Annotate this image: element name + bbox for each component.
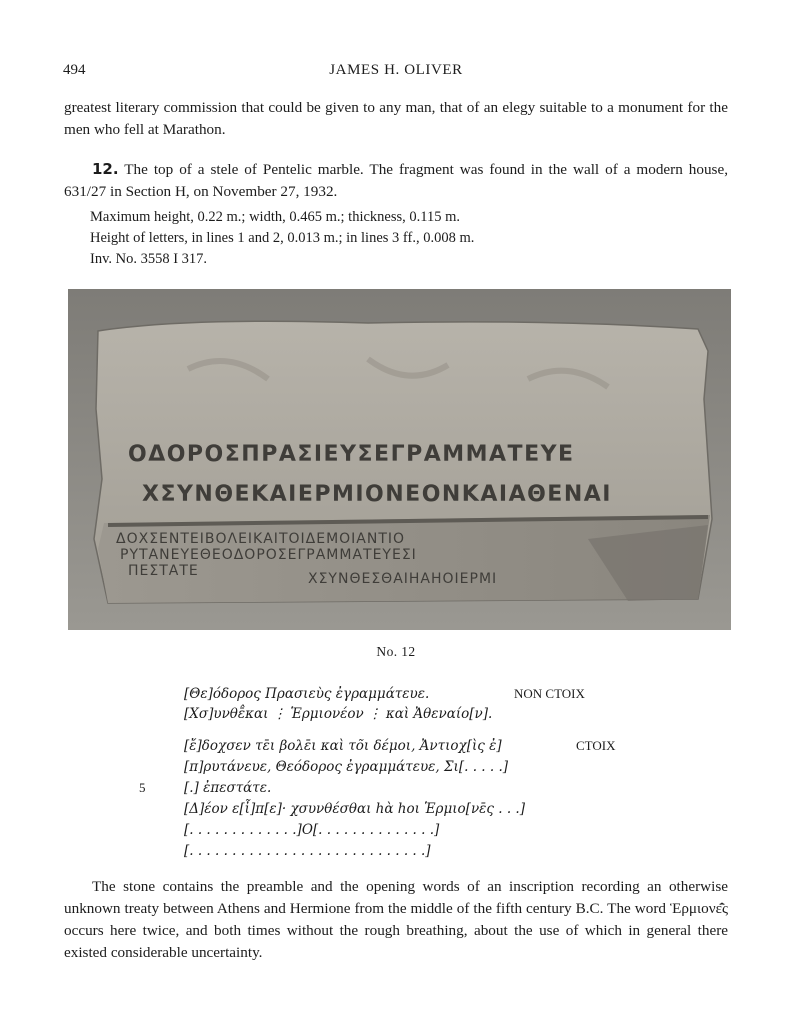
- spec-letter-height: Height of letters, in lines 1 and 2, 0.013 m.; in lines 3 ff., 0.008 m.: [90, 230, 475, 246]
- figure-caption: No. 12: [376, 644, 416, 659]
- label-stoichedon: CTOIX: [576, 738, 616, 753]
- stele-photograph: [68, 289, 731, 630]
- entry-paragraph: [64, 158, 728, 203]
- inscription-line-3: [ἔ]δοχσεν τε̄ι βολε̄ι καὶ τõι δέμοι, Ἀντιοχ[ὶς ἐ]: [184, 738, 502, 754]
- line-number-5: 5: [139, 780, 146, 795]
- inscription-line-8: [. . . . . . . . . . . . . . . . . . . . . . . . . . . .]: [184, 843, 431, 859]
- inscription-line-7: [. . . . . . . . . . . . .]Ο[. . . . . . . . . . . . . .]: [184, 822, 440, 838]
- intro-paragraph: greatest literary commission that could be given to any man, that of an elegy suitable to a monument for the men who fell at Marathon.: [64, 99, 728, 138]
- inscription-line-1: [Θε]όδορος Πρασιεὺς ἐγραμμάτευε.: [184, 686, 430, 702]
- label-non-stoichedon: NON CTOIX: [514, 686, 585, 701]
- stone-line-4: ΡΥΤΑΝΕΥΕΘΕΟΔΟΡΟΣΕΓΡΑΜΜΑΤΕΥΕΣΙ: [120, 547, 417, 563]
- stele-image: [68, 289, 731, 630]
- page-number: 494: [63, 62, 86, 78]
- spec-inventory: Inv. No. 3558 I 317.: [90, 251, 208, 267]
- stone-line-2: ΧΣΥΝΘΕΚΑΙΕΡΜΙΟΝΕΟΝΚΑΙΑΘΕΝΑΙ: [142, 482, 612, 507]
- entry-number: 12.: [92, 160, 119, 178]
- inscription-line-2: [Χσ]υνθε̄̂και ⋮ Ἑρμιονέον ⋮ καὶ Ἀθεναίο[ν].: [184, 706, 493, 722]
- entry-description: The top of a stele of Pentelic marble. The fragment was found in the wall of a modern house, 631/27 in Section H, on November 27, 1932.: [64, 161, 728, 200]
- stone-line-6: ΧΣΥΝΘΕΣΘΑΙΗΑΗΟΙΕΡΜΙ: [308, 571, 498, 587]
- spec-dimensions: Maximum height, 0.22 m.; width, 0.465 m.; thickness, 0.115 m.: [90, 209, 461, 225]
- running-head: JAMES H. OLIVER: [329, 62, 463, 78]
- inscription-line-6: [Δ]έον ε[ἶ]π[ε]· χσυνθέσθαι hὰ hοι Ἑρμιο[νε̄ς . . .]: [184, 801, 525, 817]
- inscription-line-4: [π]ρυτάνευε, Θεόδορος ἐγραμμάτευε, Σι[. . . . .]: [184, 759, 508, 775]
- stone-line-1: ΟΔΟΡΟΣΠΡΑΣΙΕΥΣΕΓΡΑΜΜΑΤΕΥΕ: [128, 442, 575, 467]
- inscription-line-5: [.] ἐπεστάτε.: [184, 780, 272, 796]
- stone-line-3: ΔΟΧΣΕΝΤΕΙΒΟΛΕΙΚΑΙΤΟΙΔΕΜΟΙΑΝΤΙΟ: [116, 531, 406, 547]
- commentary-paragraph: The stone contains the preamble and the opening words of an inscription recording an otherwise unknown treaty between Athens and Hermione from the middle of the fifth century B.C. The word Ἑρμιονε̄̂ς occurs here twice, and both times without the rough breathing, about the use of which in general there existed considerable uncertainty.: [64, 878, 728, 961]
- stone-line-5: ΠΕΣΤΑΤΕ: [128, 563, 199, 579]
